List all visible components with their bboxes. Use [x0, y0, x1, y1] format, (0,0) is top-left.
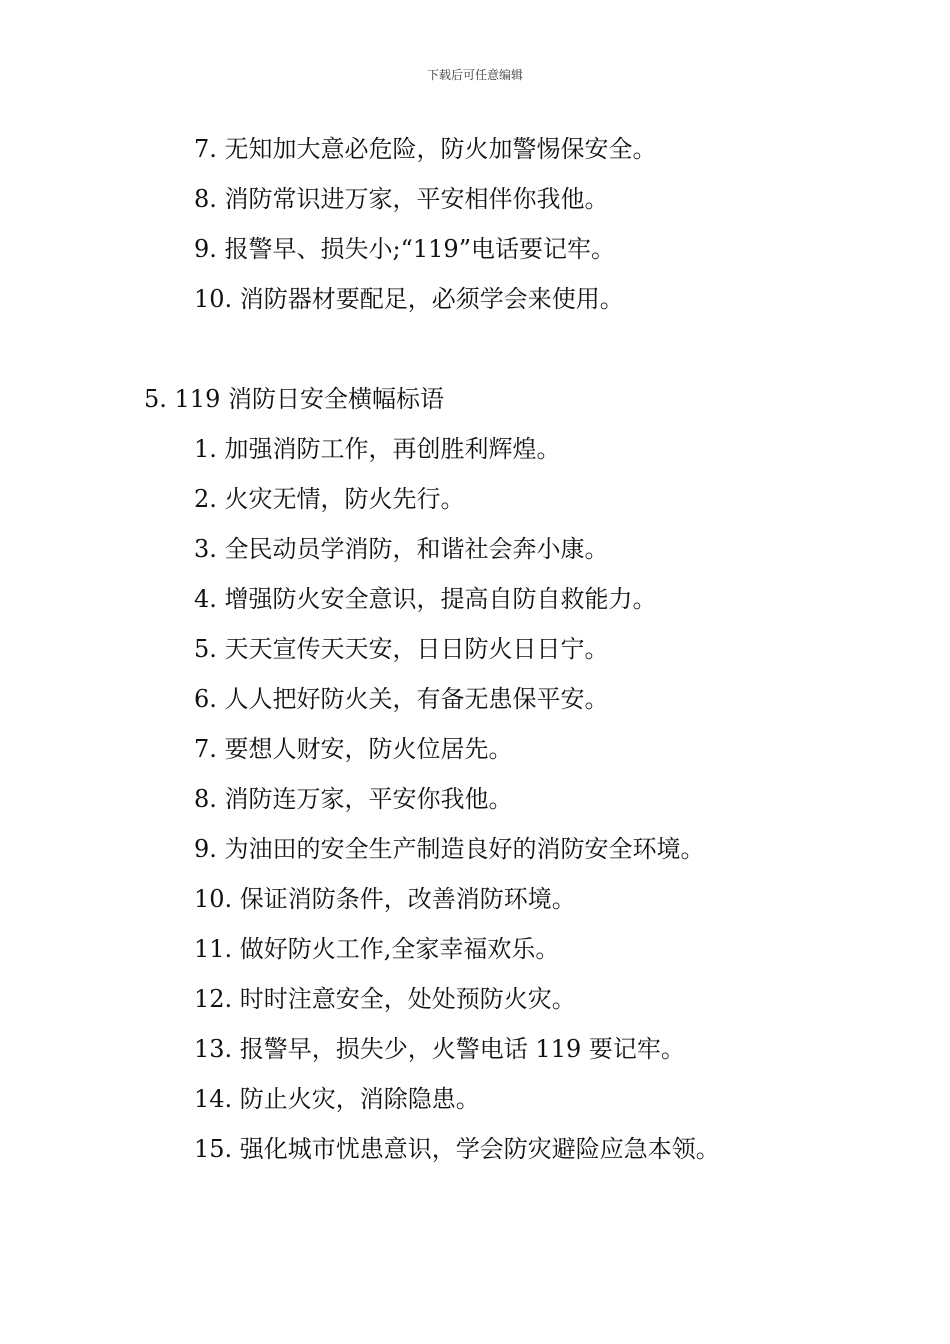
- section-spacer: [0, 324, 950, 374]
- list-item: 4. 增强防火安全意识，提高自防自救能力。: [194, 585, 657, 613]
- list-item: 9. 报警早、损失小;“119”电话要记牢。: [194, 235, 615, 263]
- list-item: 1. 加强消防工作，再创胜利辉煌。: [194, 435, 561, 463]
- list-item: 6. 人人把好防火关，有备无患保平安。: [194, 685, 609, 713]
- list-item: 13. 报警早，损失少，火警电话 119 要记牢。: [194, 1035, 685, 1063]
- list-item: 5. 天天宣传天天安，日日防火日日宁。: [194, 635, 609, 663]
- list-item: 7. 要想人财安，防火位居先。: [194, 735, 513, 763]
- list-item: 8. 消防连万家，平安你我他。: [194, 785, 513, 813]
- list-item: 8. 消防常识进万家，平安相伴你我他。: [194, 185, 609, 213]
- list-item: 10. 保证消防条件，改善消防环境。: [194, 885, 576, 913]
- list-item: 3. 全民动员学消防，和谐社会奔小康。: [194, 535, 609, 563]
- list-item: 15. 强化城市忧患意识，学会防灾避险应急本领。: [194, 1135, 720, 1163]
- list-item: 9. 为油田的安全生产制造良好的消防安全环境。: [194, 835, 705, 863]
- document-body: [0, 124, 950, 1174]
- page-header-note: 下载后可任意编辑: [426, 68, 523, 82]
- list-item: 12. 时时注意安全，处处预防火灾。: [194, 985, 576, 1013]
- list-item: 10. 消防器材要配足，必须学会来使用。: [194, 285, 624, 313]
- list-item: 7. 无知加大意必危险，防火加警惕保安全。: [194, 135, 657, 163]
- list-item: 11. 做好防火工作,全家幸福欢乐。: [194, 935, 560, 963]
- section-heading: 5. 119 消防日安全横幅标语: [144, 385, 444, 413]
- list-item: 2. 火灾无情，防火先行。: [194, 485, 465, 513]
- list-item: 14. 防止火灾，消除隐患。: [194, 1085, 480, 1113]
